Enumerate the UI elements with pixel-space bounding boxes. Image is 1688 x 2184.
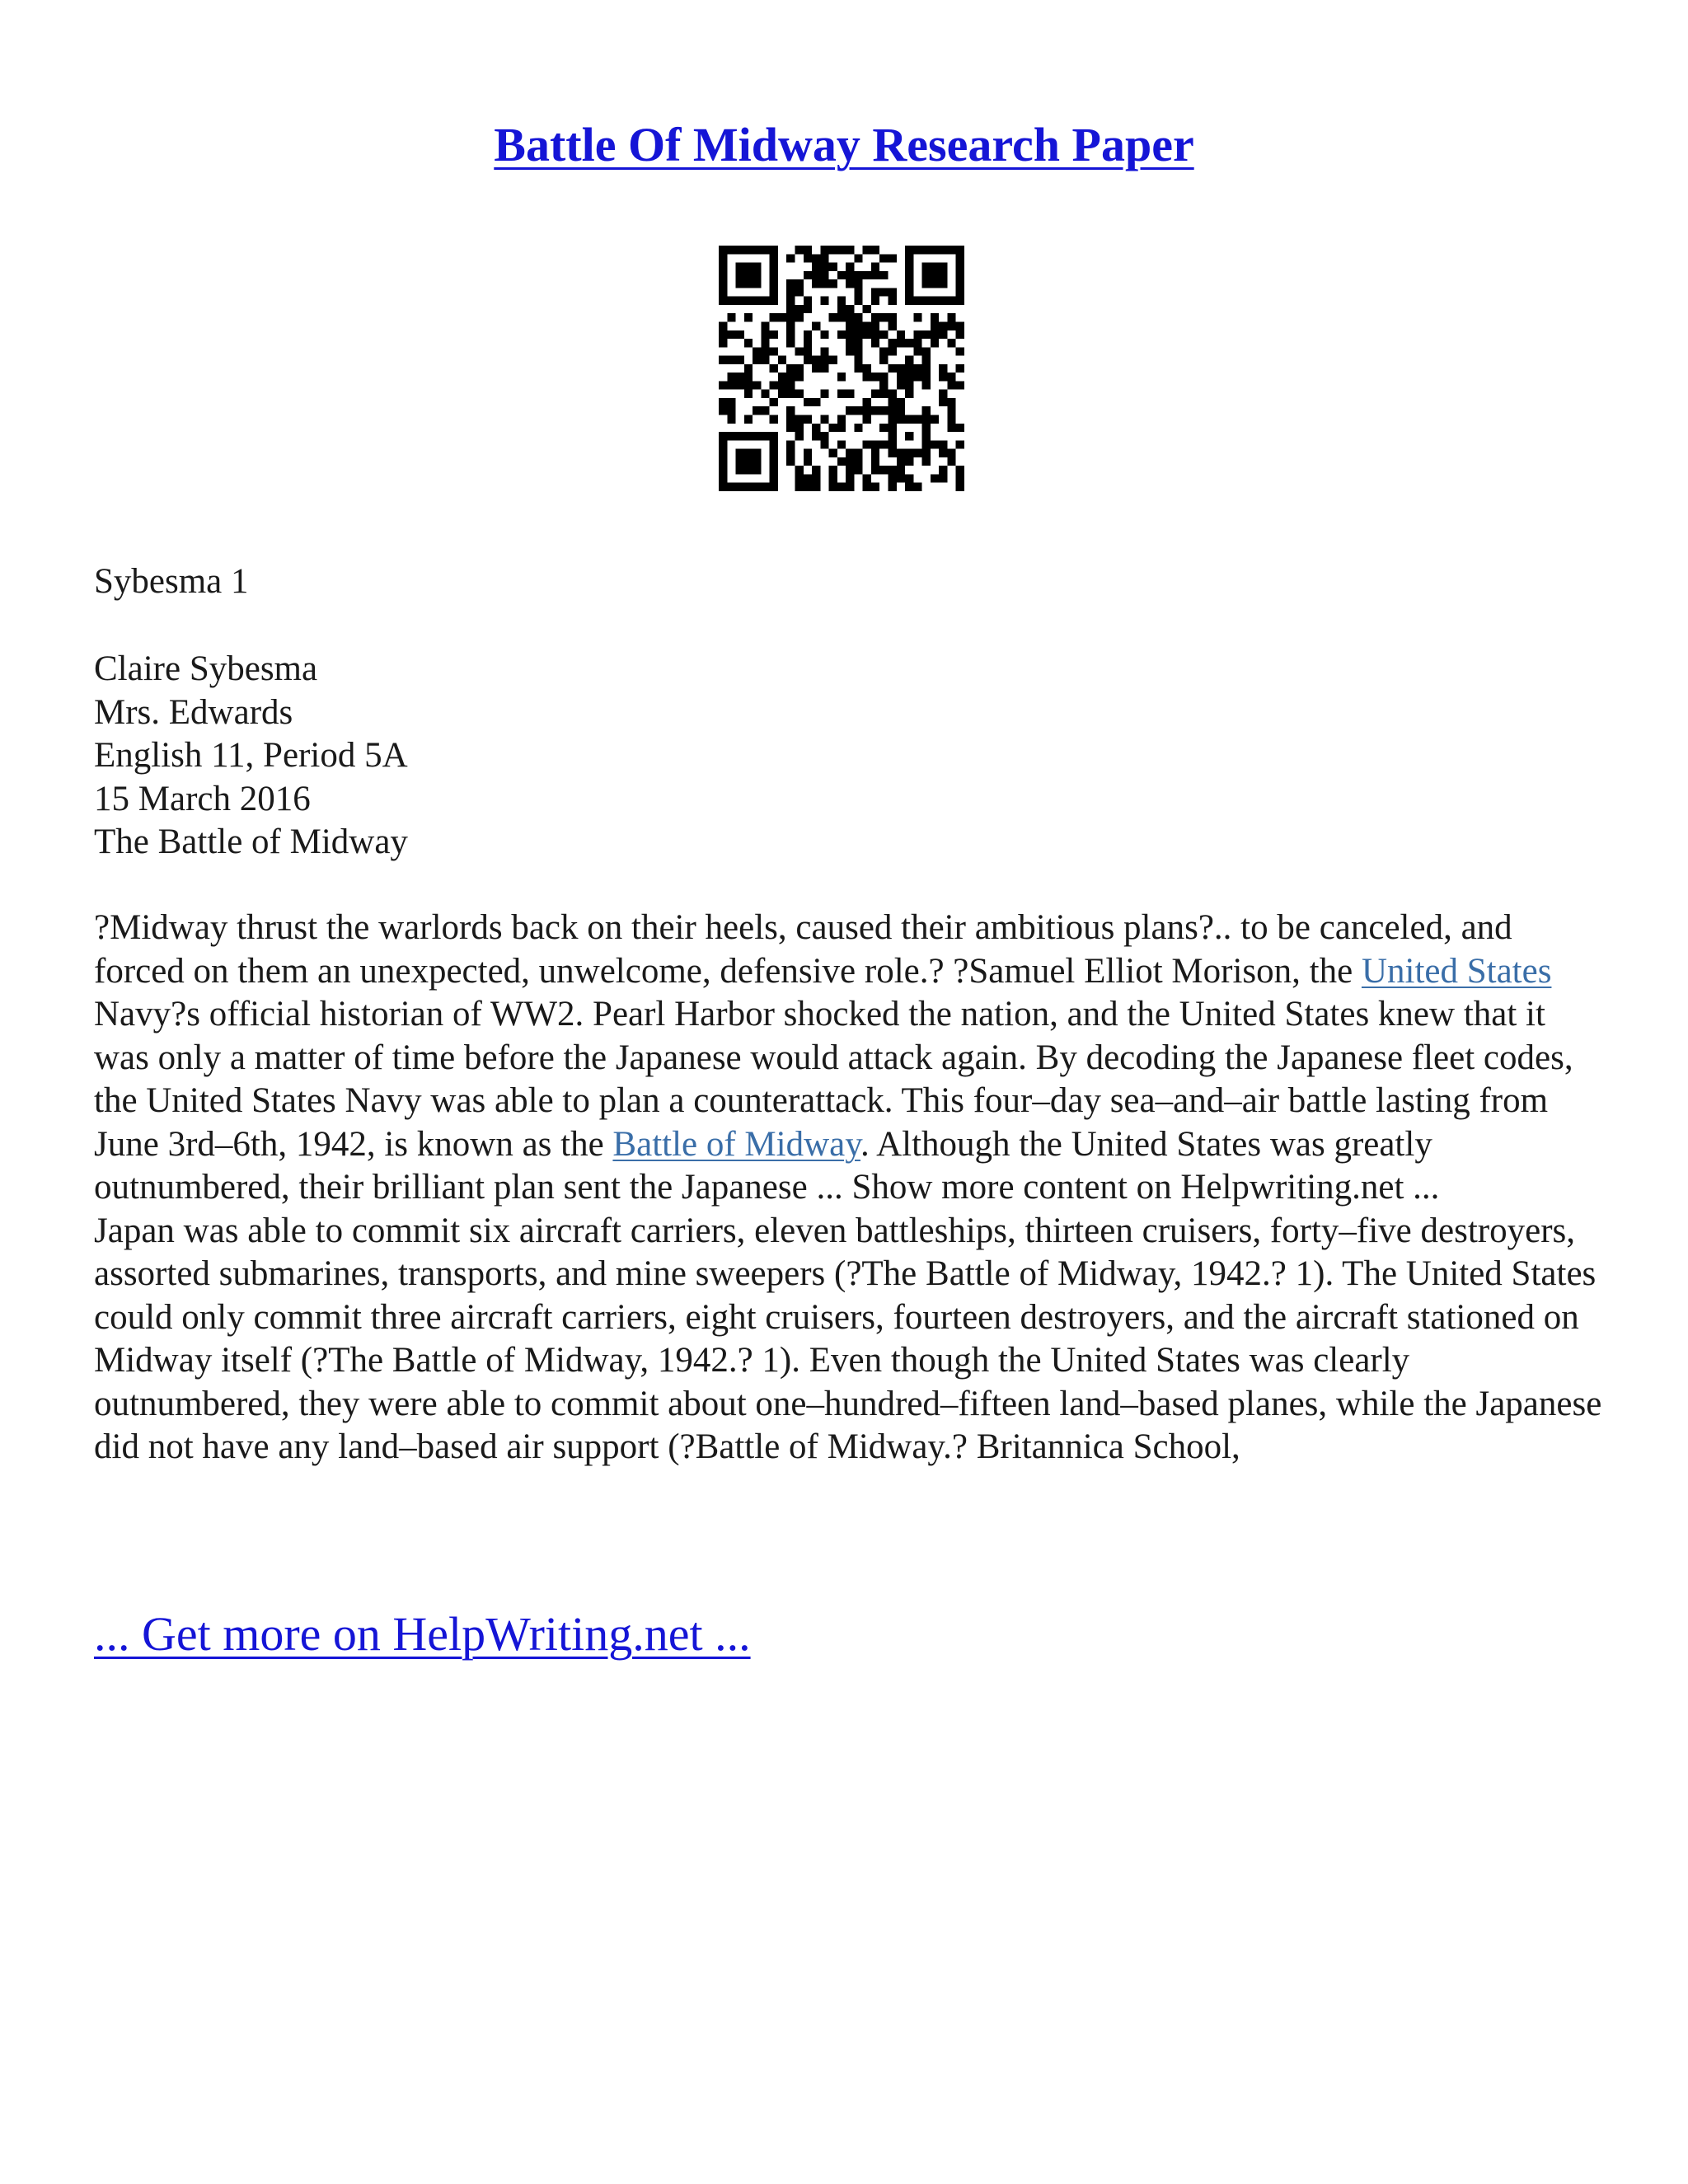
paragraph-2: Japan was able to commit six aircraft carriers, eleven battleships, thirteen cruisers, forty–five destroyers, assorted submarines, transports, and mine sweepers (?The Battle of Midway, 1942.? 1). The United States could only commit three aircraft carriers, eight cruisers, fourteen destroyers, and the aircraft stationed on Midway itself (?The Battle of Midway, 1942.? 1). Even though the United States was clearly outnumbered, they were able to commit about one–hundred–fifteen land–based planes, while the Japanese did not have any land–based air support (?Battle of Midway.? Britannica School, xyxy=(94,1211,1602,1466)
paragraph-1-part-2: Navy?s official historian of WW2. Pearl Harbor shocked the nation, and the United States knew that it was only a matter of time before the Japanese would attack again. By decoding the Japanese fleet codes, the United States Navy was able to plan a counterattack. This four–day sea–and–air battle lasting from June 3rd–6th, 1942, is known as the xyxy=(94,995,1573,1164)
author-name: Claire Sybesma xyxy=(94,649,318,688)
paper-date: 15 March 2016 xyxy=(94,779,311,818)
paragraph-1 xyxy=(94,908,1573,1207)
battle-of-midway-link[interactable]: Battle of Midway xyxy=(612,1124,860,1164)
page-number-label: Sybesma 1 xyxy=(94,562,249,601)
page-title xyxy=(0,115,1688,175)
teacher-name: Mrs. Edwards xyxy=(94,692,293,732)
paper-header xyxy=(94,648,1602,865)
paper-title: The Battle of Midway xyxy=(94,823,408,861)
title-link[interactable]: Battle Of Midway Research Paper xyxy=(494,118,1194,171)
paragraph-1-part-1: ?Midway thrust the warlords back on their heels, caused their ambitious plans?.. to be canceled, and forced on them an unexpected, unwelcome, defensive role.? ?Samuel Elliot Morison, the xyxy=(94,908,1512,991)
course-info: English 11, Period 5A xyxy=(94,736,408,775)
united-states-link[interactable]: United States xyxy=(1361,951,1552,991)
paragraph-1-part-3: . Although the United States was greatly outnumbered, their brilliant plan sent the Japanese ... Show more content on Helpwriting.net ... xyxy=(94,1124,1440,1207)
get-more-link[interactable]: ... Get more on HelpWriting.net ... xyxy=(94,1607,751,1661)
qr-code-icon xyxy=(719,246,964,491)
body-text xyxy=(94,907,1602,1469)
more-link-container xyxy=(94,1605,751,1663)
